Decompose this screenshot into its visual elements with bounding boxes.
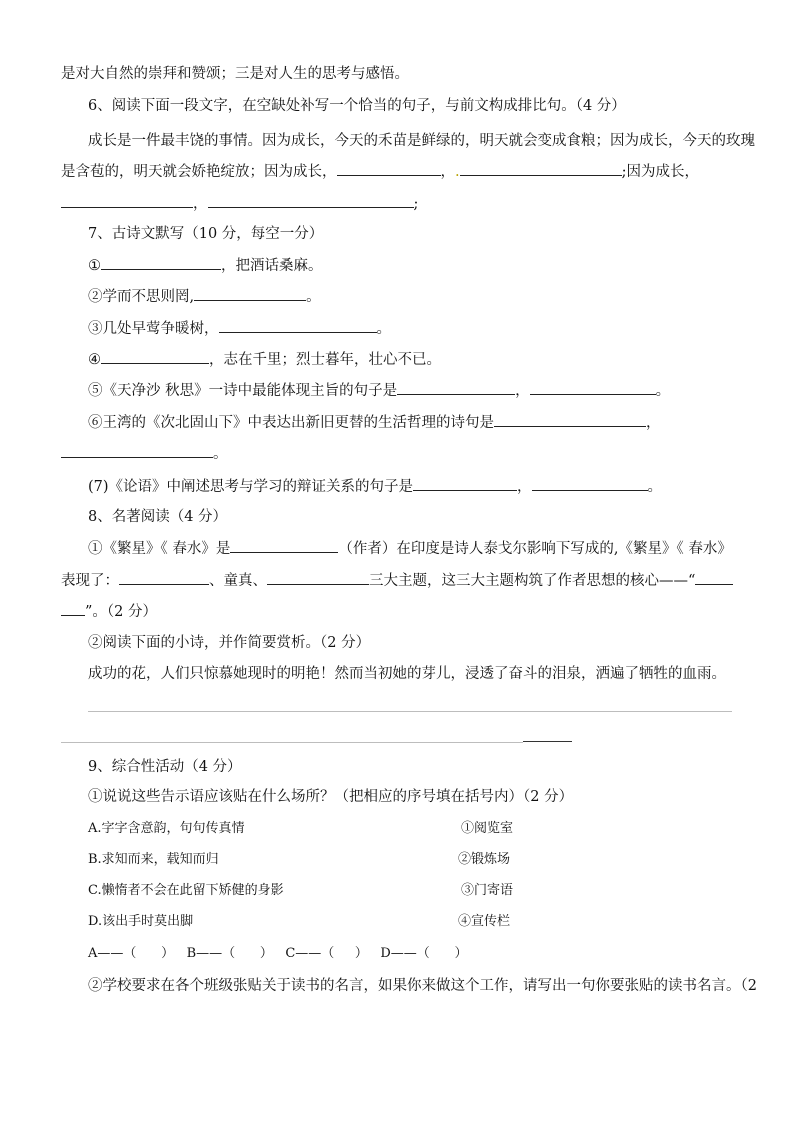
q7-item-3-end: 。	[376, 321, 391, 337]
q6-passage-line1: 成长是一件最丰饶的事情。因为成长，今天的禾苗是鲜绿的，明天就会变成食粮；因为成长，今天的玫瑰	[88, 133, 755, 149]
q9-place-4: ④宣传栏	[458, 914, 511, 929]
q8-core-blank-a[interactable]	[695, 570, 733, 585]
q8-line1	[88, 538, 732, 559]
q7-item-3	[88, 318, 391, 339]
q9-place-1: ①阅览室	[461, 821, 514, 836]
q7-item-4-text: ，志在千里；烈士暮年，壮心不已。	[209, 352, 441, 368]
q6-blank-4[interactable]	[208, 193, 414, 208]
q7-blank-2[interactable]	[194, 286, 306, 301]
q7-item-6-cont	[61, 443, 228, 464]
q8-line2-b: 、童真、	[209, 573, 267, 589]
q6-comma-2: ，	[193, 196, 208, 212]
q7-item-5-text: ⑤《天净沙 秋思》一诗中最能体现主旨的句子是	[88, 383, 398, 399]
q8-line2-c: 三大主题，这三大主题构筑了作者思想的核心——“	[369, 573, 696, 589]
q9-option-d: D.该出手时莫出脚	[88, 914, 194, 929]
q7-item-5	[88, 380, 670, 401]
q8-line2	[61, 570, 733, 591]
q6-blank-1[interactable]	[337, 161, 441, 176]
q6-passage-line2-cont: ;因为成长，	[621, 164, 699, 180]
q7-item-7-comma: ，	[517, 479, 532, 495]
q7-blank-7b[interactable]	[532, 476, 648, 491]
q9-line2: ②学校要求在各个班级张贴关于读书的名言，如果你来做这个工作，请写出一句你要张贴的读书名言。（2	[88, 978, 757, 994]
q8-line1-b: （作者）在印度是诗人泰戈尔影响下写成的,《繁星》《 春水》	[338, 541, 732, 557]
q7-item-6-comma: ，	[646, 415, 661, 431]
q9-option-a: A.字字含意韵，句句传真情	[88, 821, 245, 836]
q8-title: 8、名著阅读（4 分）	[88, 509, 228, 525]
q9-title: 9、综合性活动（4 分）	[88, 759, 242, 775]
q7-item-2-text: ②学而不思则罔,	[88, 289, 195, 305]
q8-answer-line-1[interactable]	[88, 711, 732, 712]
q6-dot: .	[455, 164, 460, 180]
q8-theme-blank-2[interactable]	[267, 570, 369, 585]
q7-item-1-text: ，把酒话桑麻。	[221, 258, 323, 274]
q7-blank-5b[interactable]	[530, 380, 656, 395]
q9-answer-brackets[interactable]: A——（ ） B——（ ） C——（ ） D——（ ）	[88, 946, 468, 961]
q9-option-b: B.求知而来，载知而归	[88, 852, 219, 867]
q6-blank-2[interactable]	[460, 161, 622, 176]
q8-line3	[61, 601, 157, 622]
q7-blank-5a[interactable]	[397, 380, 515, 395]
q8-line4: ②阅读下面的小诗，并作简要赏析。（2 分）	[88, 635, 371, 651]
q6-passage-line2	[61, 161, 699, 182]
q6-blank-3[interactable]	[61, 193, 193, 208]
q9-line1: ①说说这些告示语应该贴在什么场所？（把相应的序号填在括号内）（2 分）	[88, 789, 574, 805]
q7-blank-4[interactable]	[101, 349, 209, 364]
q7-item-6	[88, 412, 661, 433]
q7-blank-3[interactable]	[219, 318, 377, 333]
q7-item-4-num: ④	[88, 352, 101, 368]
q7-item-5-end: 。	[655, 383, 671, 399]
q6-semicolon: ;	[413, 196, 419, 212]
q6-comma: ，	[440, 164, 455, 180]
q8-line3-end: ”。（2 分）	[85, 604, 157, 620]
q8-core-blank-b[interactable]	[61, 601, 85, 616]
q8-author-blank[interactable]	[230, 538, 338, 553]
q7-item-1	[88, 255, 323, 276]
q7-blank-7a[interactable]	[413, 476, 517, 491]
q7-item-4	[88, 349, 441, 370]
q7-item-2-end: 。	[306, 289, 321, 305]
q7-item-5-comma: ，	[515, 383, 530, 399]
q9-place-3: ③门寄语	[461, 883, 514, 898]
q6-passage-line2-text: 是含苞的，明天就会娇艳绽放；因为成长，	[61, 164, 337, 180]
q7-item-6-end: 。	[213, 446, 228, 462]
q7-item-7-text: (7)《论语》中阐述思考与学习的辩证关系的句子是	[88, 479, 414, 495]
q8-answer-line-2[interactable]	[61, 742, 523, 743]
q8-line2-a: 表现了：	[61, 573, 119, 589]
q8-line1-a: ①《繁星》《 春水》是	[88, 541, 231, 557]
q6-title: 6、阅读下面一段文字，在空缺处补写一个恰当的句子，与前文构成排比句。（4 分）	[88, 98, 626, 114]
q8-answer-line-2-end[interactable]	[523, 741, 572, 742]
q7-item-2	[88, 286, 321, 307]
q7-blank-6b[interactable]	[61, 443, 213, 458]
q7-blank-6a[interactable]	[494, 412, 646, 427]
q9-place-2: ②锻炼场	[458, 852, 511, 867]
q7-blank-1[interactable]	[101, 255, 221, 270]
q7-item-7	[88, 476, 662, 497]
q7-item-6-text: ⑥王湾的《次北固山下》中表达出新旧更替的生活哲理的诗句是	[88, 415, 494, 431]
q6-passage-line3	[61, 193, 418, 214]
q7-item-1-num: ①	[88, 258, 101, 274]
q9-option-c: C.懒惰者不会在此留下矫健的身影	[88, 883, 284, 898]
q8-theme-blank-1[interactable]	[119, 570, 209, 585]
q8-poem: 成功的花，人们只惊慕她现时的明艳！然而当初她的芽儿，浸透了奋斗的泪泉，洒遍了牺牲的血雨。	[88, 666, 726, 682]
q7-title: 7、古诗文默写（10 分，每空一分）	[88, 226, 324, 242]
intro-tail: 是对大自然的崇拜和赞颂；三是对人生的思考与感悟。	[61, 66, 409, 82]
q7-item-3-text: ③几处早莺争暖树，	[88, 321, 219, 337]
q7-item-7-end: 。	[647, 479, 663, 495]
